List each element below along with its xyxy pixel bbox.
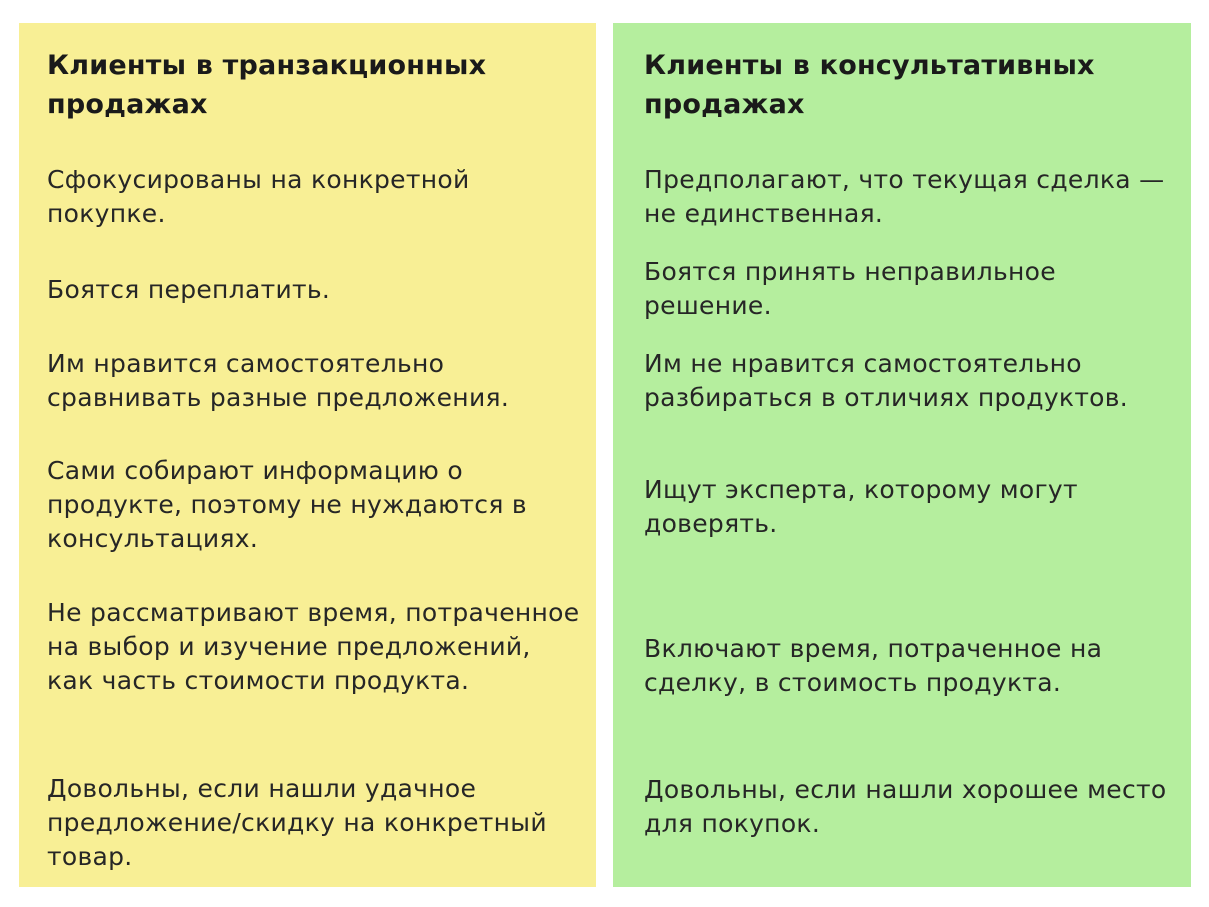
consultative-column	[613, 23, 1191, 887]
transactional-column	[19, 23, 596, 887]
transactional-item-5: Не рассматривают время, потраченное на выбор и изучение предложений, как часть стоимости продукта.	[47, 598, 580, 695]
transactional-item-6: Довольны, если нашли удачное предложение/скидку на конкретный товар.	[47, 774, 547, 871]
transactional-item-2: Боятся переплатить.	[47, 275, 331, 304]
consultative-item-2: Боятся принять неправильное решение.	[644, 257, 1056, 320]
transactional-column-title: Клиенты в транзакционных продажах	[47, 50, 487, 120]
consultative-column-title: Клиенты в консультативных продажах	[644, 50, 1095, 120]
transactional-item-3: Им нравится самостоятельно сравнивать разные предложения.	[47, 349, 510, 412]
consultative-item-5: Включают время, потраченное на сделку, в стоимость продукта.	[644, 634, 1103, 697]
consultative-item-4: Ищут эксперта, которому могут доверять.	[644, 475, 1078, 538]
consultative-item-3: Им не нравится самостоятельно разбираться в отличиях продуктов.	[644, 349, 1129, 412]
consultative-item-1: Предполагают, что текущая сделка — не единственная.	[644, 165, 1165, 228]
transactional-item-4: Сами собирают информацию о продукте, поэтому не нуждаются в консультациях.	[47, 456, 527, 553]
transactional-item-1: Сфокусированы на конкретной покупке.	[47, 165, 470, 228]
consultative-item-6: Довольны, если нашли хорошее место для покупок.	[644, 775, 1167, 838]
